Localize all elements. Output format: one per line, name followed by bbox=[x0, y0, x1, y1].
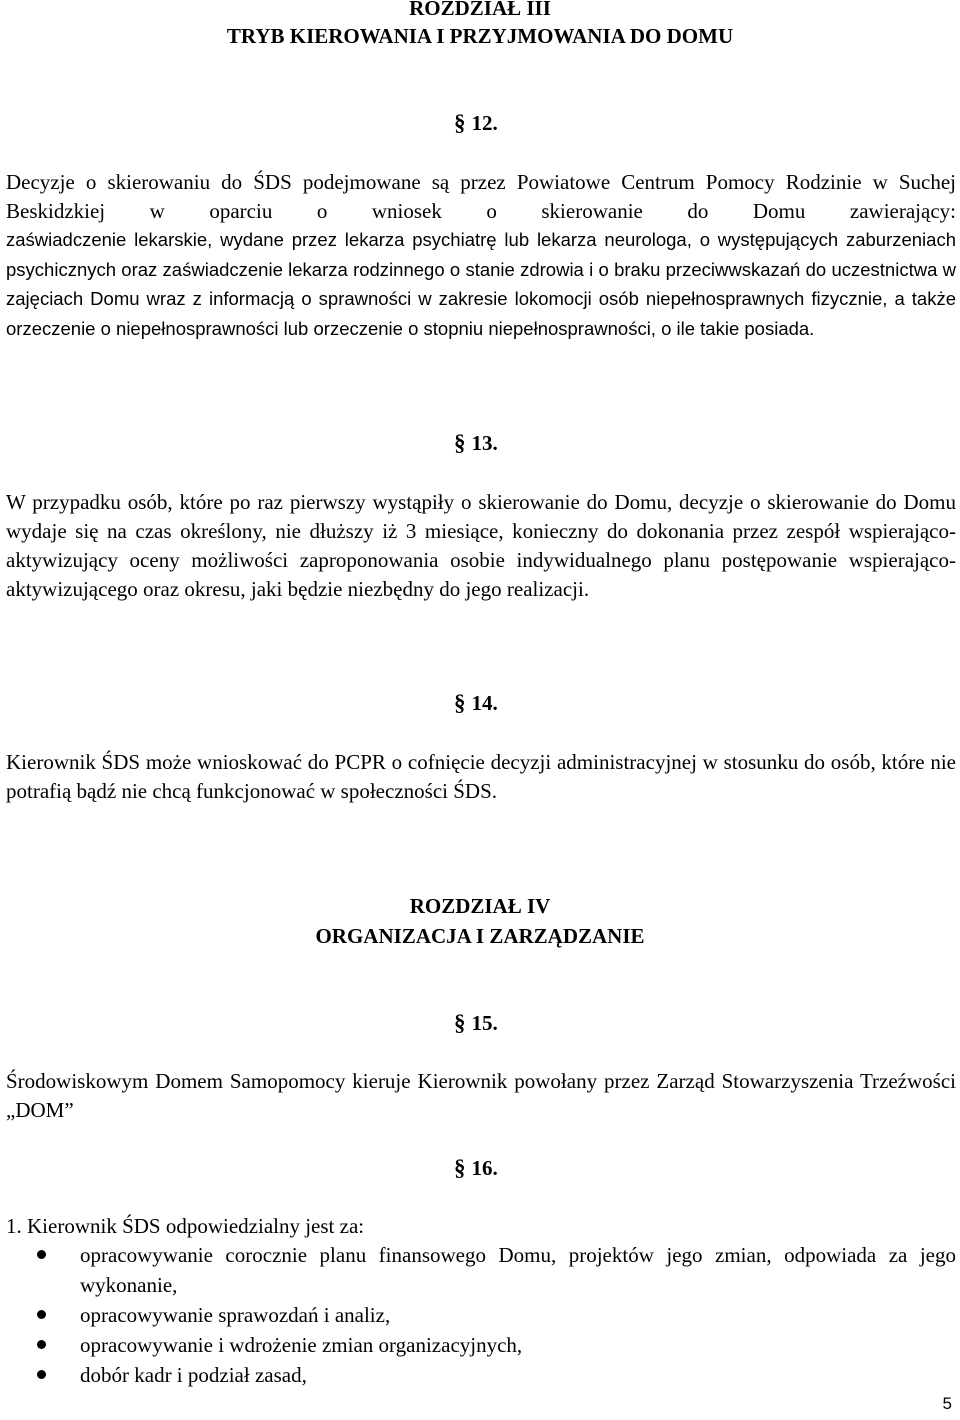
section-symbol: § bbox=[454, 430, 466, 455]
section-15-heading bbox=[454, 1010, 498, 1036]
responsibility-list bbox=[0, 1240, 956, 1390]
section-12-paragraph-1: Decyzje o skierowaniu do ŚDS podejmowane są przez Powiatowe Centrum Pomocy Rodzinie w Suchej Beskidzkiej w oparciu o wniosek o skierowanie do Domu zawierający: bbox=[6, 170, 956, 223]
chapter-3-subtitle: TRYB KIEROWANIA I PRZYJMOWANIA DO DOMU bbox=[226, 24, 734, 48]
list-item bbox=[0, 1360, 956, 1390]
chapter-4-subtitle: ORGANIZACJA I ZARZĄDZANIE bbox=[315, 924, 645, 948]
section-13-paragraph: W przypadku osób, które po raz pierwszy wystąpiły o skierowanie do Domu, decyzje o skierowanie do Domu wydaje się na czas określony, nie dłuższy iż 3 miesiące, konieczny do dokonania przez zespół wspierająco- aktywizujący oceny możliwości zaproponowania osobie indywidualnego planu postępowanie wspierająco- aktywizującego oraz okresu, jaki będzie niezbędny do jego realizacji. bbox=[6, 490, 956, 601]
section-symbol: § bbox=[454, 690, 466, 715]
section-number: 13. bbox=[471, 431, 498, 455]
section-number: 12. bbox=[471, 111, 498, 135]
bullet-icon bbox=[37, 1250, 46, 1259]
chapter-4-title: ROZDZIAŁ IV bbox=[409, 894, 551, 918]
list-item bbox=[0, 1330, 956, 1360]
section-14-heading bbox=[454, 690, 498, 716]
list-item bbox=[0, 1240, 956, 1300]
section-16-heading bbox=[454, 1155, 498, 1181]
list-item-text: opracowywanie corocznie planu finansowego Domu, projektów jego zmian, odpowiada za jego wykonanie, bbox=[80, 1243, 956, 1297]
bullet-icon bbox=[37, 1310, 46, 1319]
section-14-paragraph: Kierownik ŚDS może wnioskować do PCPR o cofnięcie decyzji administracyjnej w stosunku do osób, które nie potrafią bądź nie chcą funkcjonować w społeczności ŚDS. bbox=[6, 750, 956, 803]
section-number: 16. bbox=[471, 1156, 498, 1180]
section-number: 14. bbox=[471, 691, 498, 715]
list-item bbox=[0, 1300, 956, 1330]
page-number: 5 bbox=[942, 1394, 952, 1413]
list-item-text: dobór kadr i podział zasad, bbox=[80, 1363, 307, 1387]
bullet-icon bbox=[37, 1370, 46, 1379]
bullet-icon bbox=[37, 1340, 46, 1349]
chapter-3-title: ROZDZIAŁ III bbox=[409, 0, 551, 20]
section-12-paragraph-2: zaświadczenie lekarskie, wydane przez lekarza psychiatrę lub lekarza neurologa, o występujących zaburzeniach psychicznych oraz zaświadczenie lekarza rodzinnego o stanie zdrowia i o braku przeciwwskazań do uczestnictwa w zajęciach Domu wraz z informacją o sprawności w zakresie lokomocji osób niepełnosprawnych fizycznie, a także orzeczenie o niepełnosprawności lub orzeczenie o stopniu niepełnosprawności, o ile takie posiada. bbox=[6, 229, 956, 339]
section-16-intro: 1. Kierownik ŚDS odpowiedzialny jest za: bbox=[6, 1214, 365, 1238]
section-symbol: § bbox=[454, 110, 466, 135]
section-13-heading bbox=[454, 430, 498, 456]
list-item-text: opracowywanie sprawozdań i analiz, bbox=[80, 1303, 391, 1327]
section-15-paragraph: Środowiskowym Domem Samopomocy kieruje Kierownik powołany przez Zarząd Stowarzyszenia Trzeźwości „DOM” bbox=[6, 1069, 956, 1122]
list-item-text: opracowywanie i wdrożenie zmian organizacyjnych, bbox=[80, 1333, 523, 1357]
section-12-heading bbox=[454, 110, 498, 136]
section-symbol: § bbox=[454, 1155, 466, 1180]
section-symbol: § bbox=[454, 1010, 466, 1035]
section-number: 15. bbox=[471, 1011, 498, 1035]
